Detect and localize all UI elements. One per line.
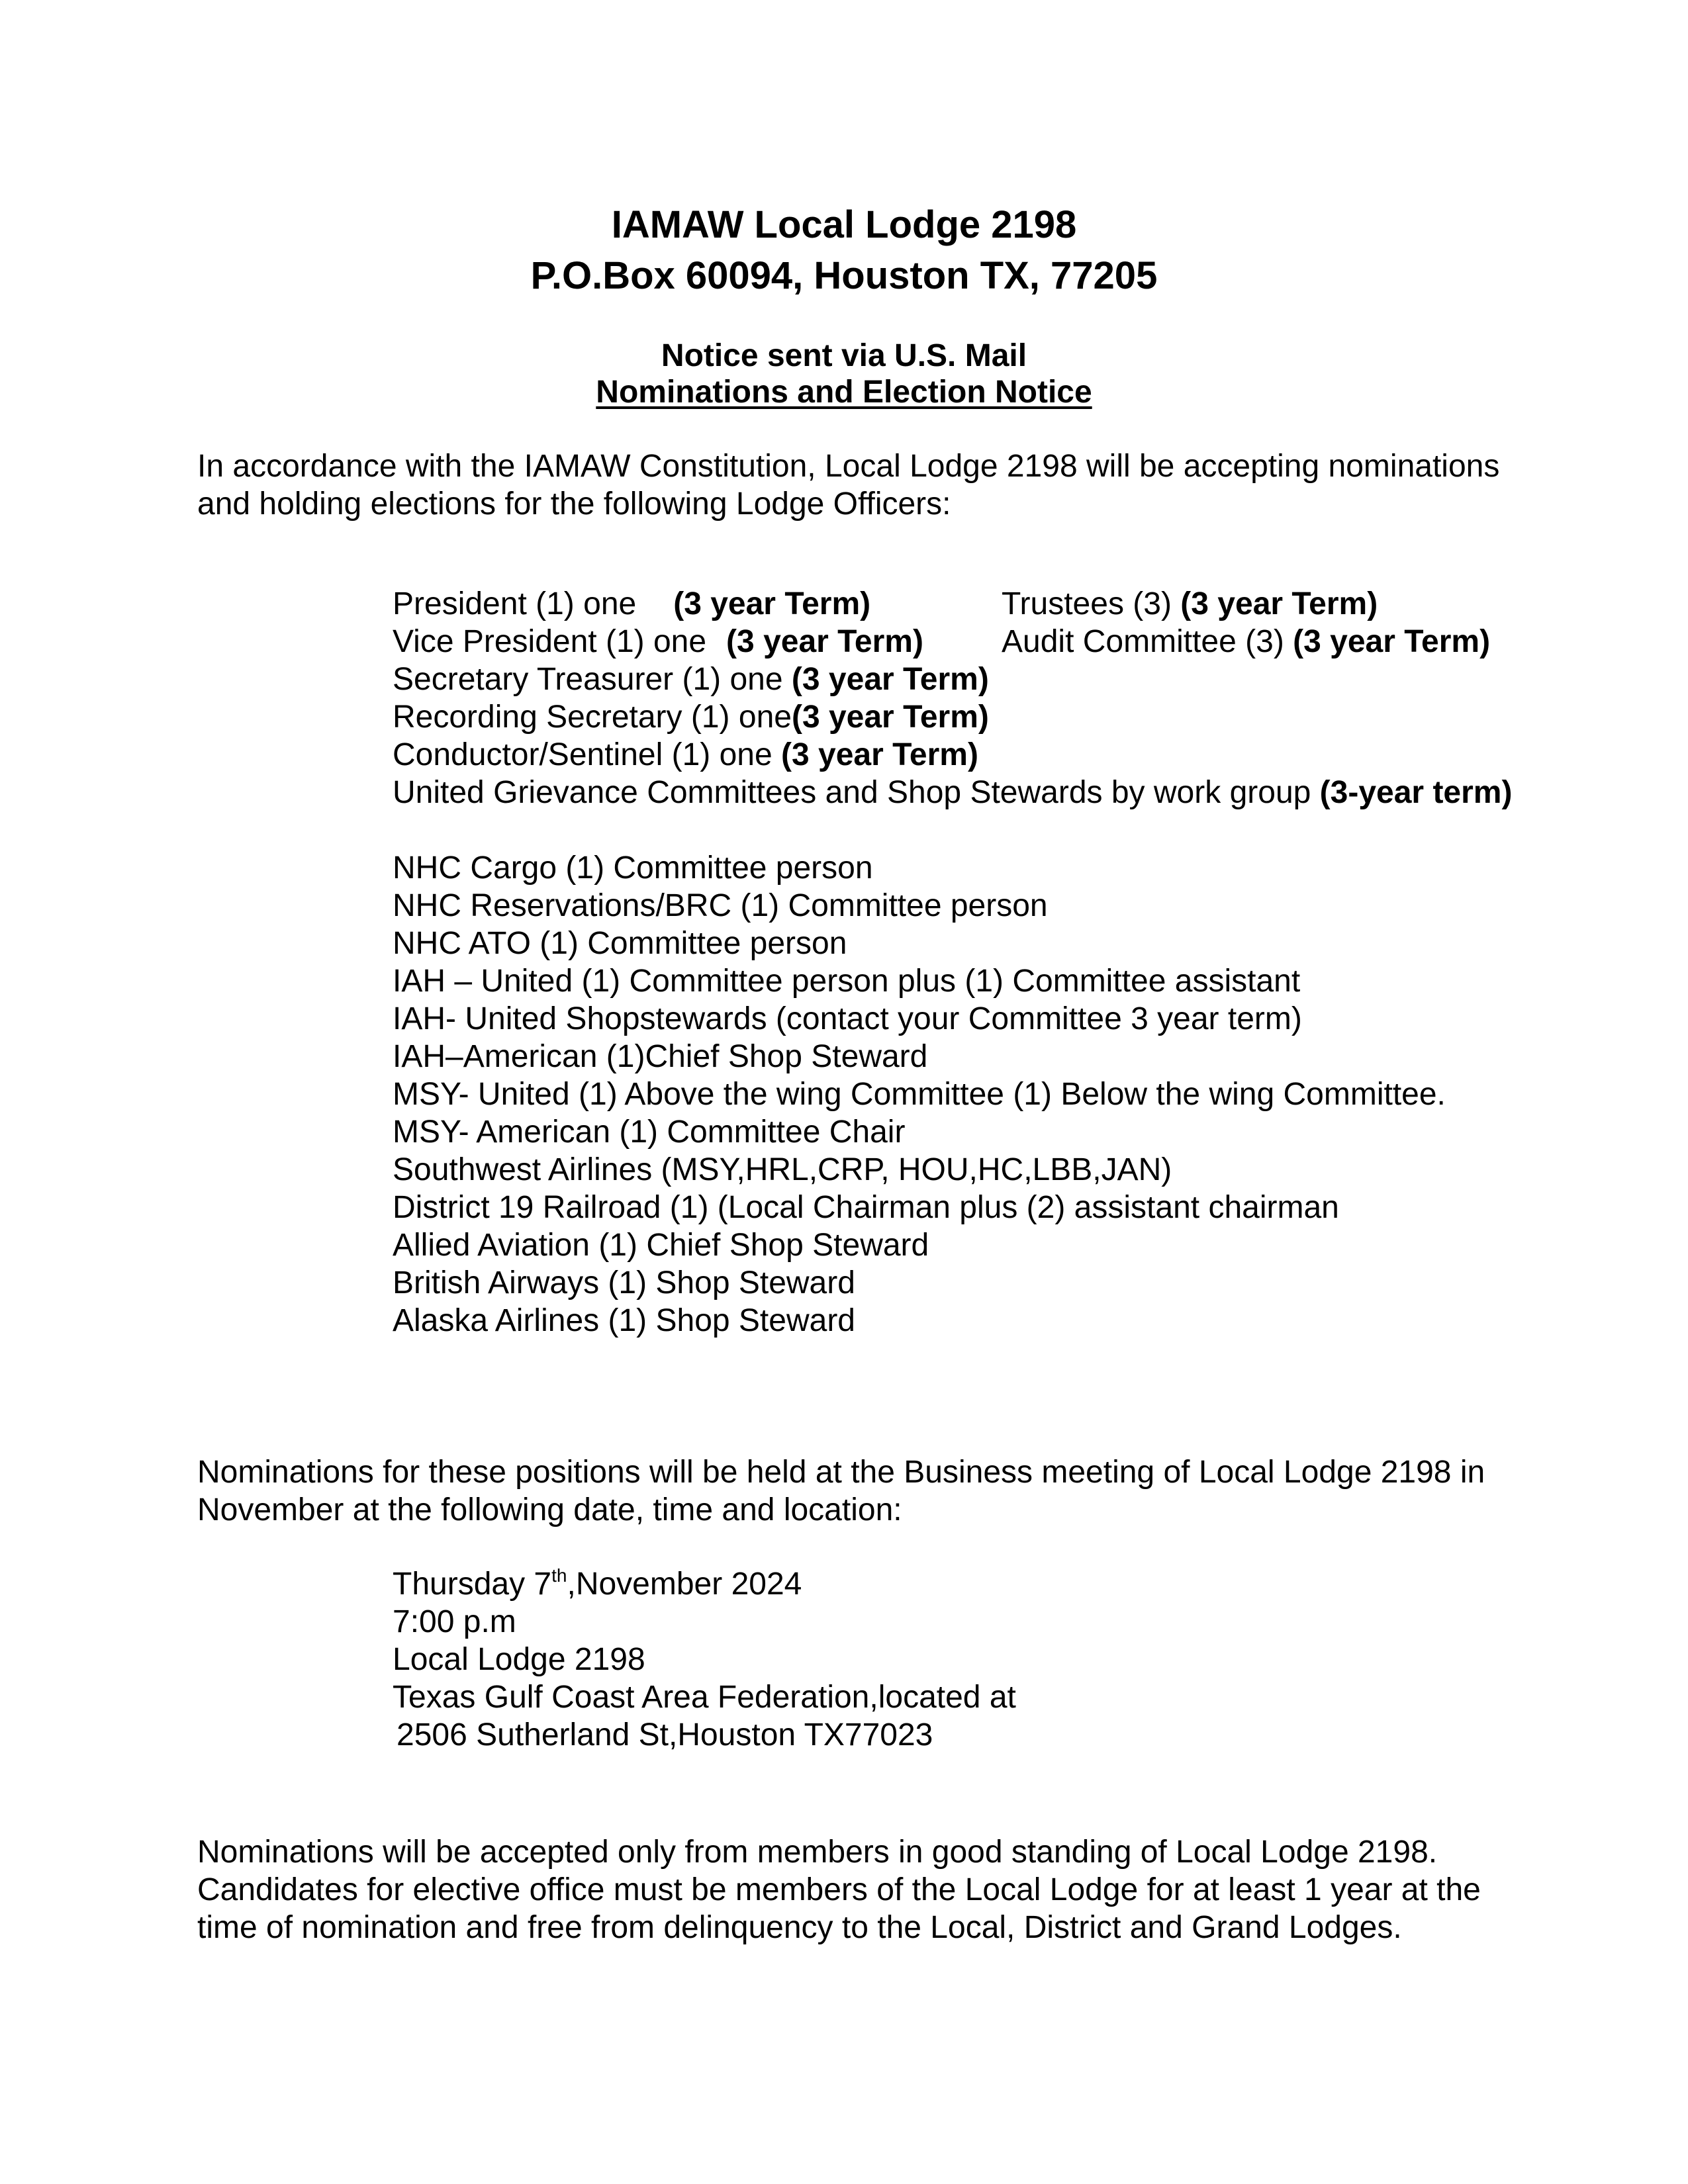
list-item: IAH – United (1) Committee person plus (1) Committee assistant: [393, 964, 1301, 999]
list-item: Southwest Airlines (MSY,HRL,CRP, HOU,HC,LBB,JAN): [393, 1152, 1172, 1187]
notice-title: Nominations and Election Notice: [596, 375, 1092, 410]
list-item: IAH–American (1)Chief Shop Steward: [393, 1039, 928, 1074]
list-item: NHC Reservations/BRC (1) Committee person: [393, 888, 1048, 923]
meeting-details: [393, 1565, 1016, 1754]
list-item: MSY- American (1) Committee Chair: [393, 1115, 906, 1150]
officer-row-audit-committee: [1002, 623, 1490, 660]
list-item: NHC ATO (1) Committee person: [393, 926, 847, 961]
intro-line-2: and holding elections for the following Lodge Officers:: [197, 486, 951, 522]
officer-name: Vice President (1) one: [393, 624, 707, 659]
list-item: Alaska Airlines (1) Shop Steward: [393, 1303, 855, 1338]
officer-row-conductor-sentinel: [393, 736, 1512, 774]
meeting-date-month-year: ,November 2024: [567, 1567, 802, 1602]
officer-term: (3-year term): [1319, 775, 1513, 810]
officer-name: Secretary Treasurer (1) one: [393, 662, 792, 697]
officer-term: (3 year Term): [791, 700, 989, 735]
eligibility-line-1: Nominations will be accepted only from members in good standing of Local Lodge 2198.: [197, 1835, 1438, 1870]
officer-name: Conductor/Sentinel (1) one: [393, 737, 782, 772]
list-item: MSY- United (1) Above the wing Committee (1) Below the wing Committee.: [393, 1077, 1446, 1112]
meeting-date-ordinal: th: [551, 1565, 567, 1586]
officer-term: (3 year Term): [673, 586, 871, 621]
intro-line-1: In accordance with the IAMAW Constitution, Local Lodge 2198 will be accepting nominations: [197, 449, 1500, 484]
officer-term: (3 year Term): [791, 662, 989, 697]
meeting-date: [393, 1565, 1016, 1603]
officer-name: Recording Secretary (1) one: [393, 700, 792, 735]
notice-method: Notice sent via U.S. Mail: [661, 338, 1027, 373]
list-item: District 19 Railroad (1) (Local Chairman plus (2) assistant chairman: [393, 1190, 1339, 1225]
eligibility-line-3: time of nomination and free from delinquency to the Local, District and Grand Lodges.: [197, 1910, 1402, 1945]
officer-row-secretary-treasurer: [393, 660, 1512, 698]
officer-name: Audit Committee (3): [1002, 624, 1293, 659]
meeting-time: 7:00 p.m: [393, 1604, 516, 1639]
officer-row-trustees: [1002, 585, 1490, 623]
meeting-address: 2506 Sutherland St,Houston TX77023: [397, 1717, 933, 1752]
org-address: P.O.Box 60094, Houston TX, 77205: [530, 254, 1158, 297]
list-item: Allied Aviation (1) Chief Shop Steward: [393, 1228, 929, 1263]
eligibility-line-2: Candidates for elective office must be members of the Local Lodge for at least 1 year at the: [197, 1872, 1481, 1907]
list-item: IAH- United Shopstewards (contact your Committee 3 year term): [393, 1001, 1302, 1036]
notice-title-wrap: [0, 373, 1688, 412]
list-item: British Airways (1) Shop Steward: [393, 1265, 855, 1300]
nominations-line-1: Nominations for these positions will be held at the Business meeting of Local Lodge 2198 in: [197, 1455, 1485, 1490]
officers-list-right: [1002, 585, 1490, 660]
officer-term: (3 year Term): [726, 624, 923, 659]
org-name: IAMAW Local Lodge 2198: [611, 203, 1077, 246]
meeting-lodge: Local Lodge 2198: [393, 1642, 645, 1677]
officer-row-recording-secretary: [393, 698, 1512, 736]
nominations-line-2: November at the following date, time and location:: [197, 1492, 902, 1527]
list-item: NHC Cargo (1) Committee person: [393, 850, 873, 886]
officer-term: (3 year Term): [1180, 586, 1378, 621]
officer-name: President (1) one: [393, 586, 637, 621]
meeting-date-day: Thursday 7: [393, 1567, 552, 1602]
officer-name: United Grievance Committees and Shop Stewards by work group: [393, 775, 1320, 810]
work-groups-list: [393, 849, 1446, 1340]
meeting-venue: Texas Gulf Coast Area Federation,located at: [393, 1680, 1016, 1715]
officer-row-grievance-committees: [393, 774, 1512, 811]
officer-term: (3 year Term): [781, 737, 978, 772]
officer-term: (3 year Term): [1293, 624, 1491, 659]
officer-name: Trustees (3): [1002, 586, 1181, 621]
